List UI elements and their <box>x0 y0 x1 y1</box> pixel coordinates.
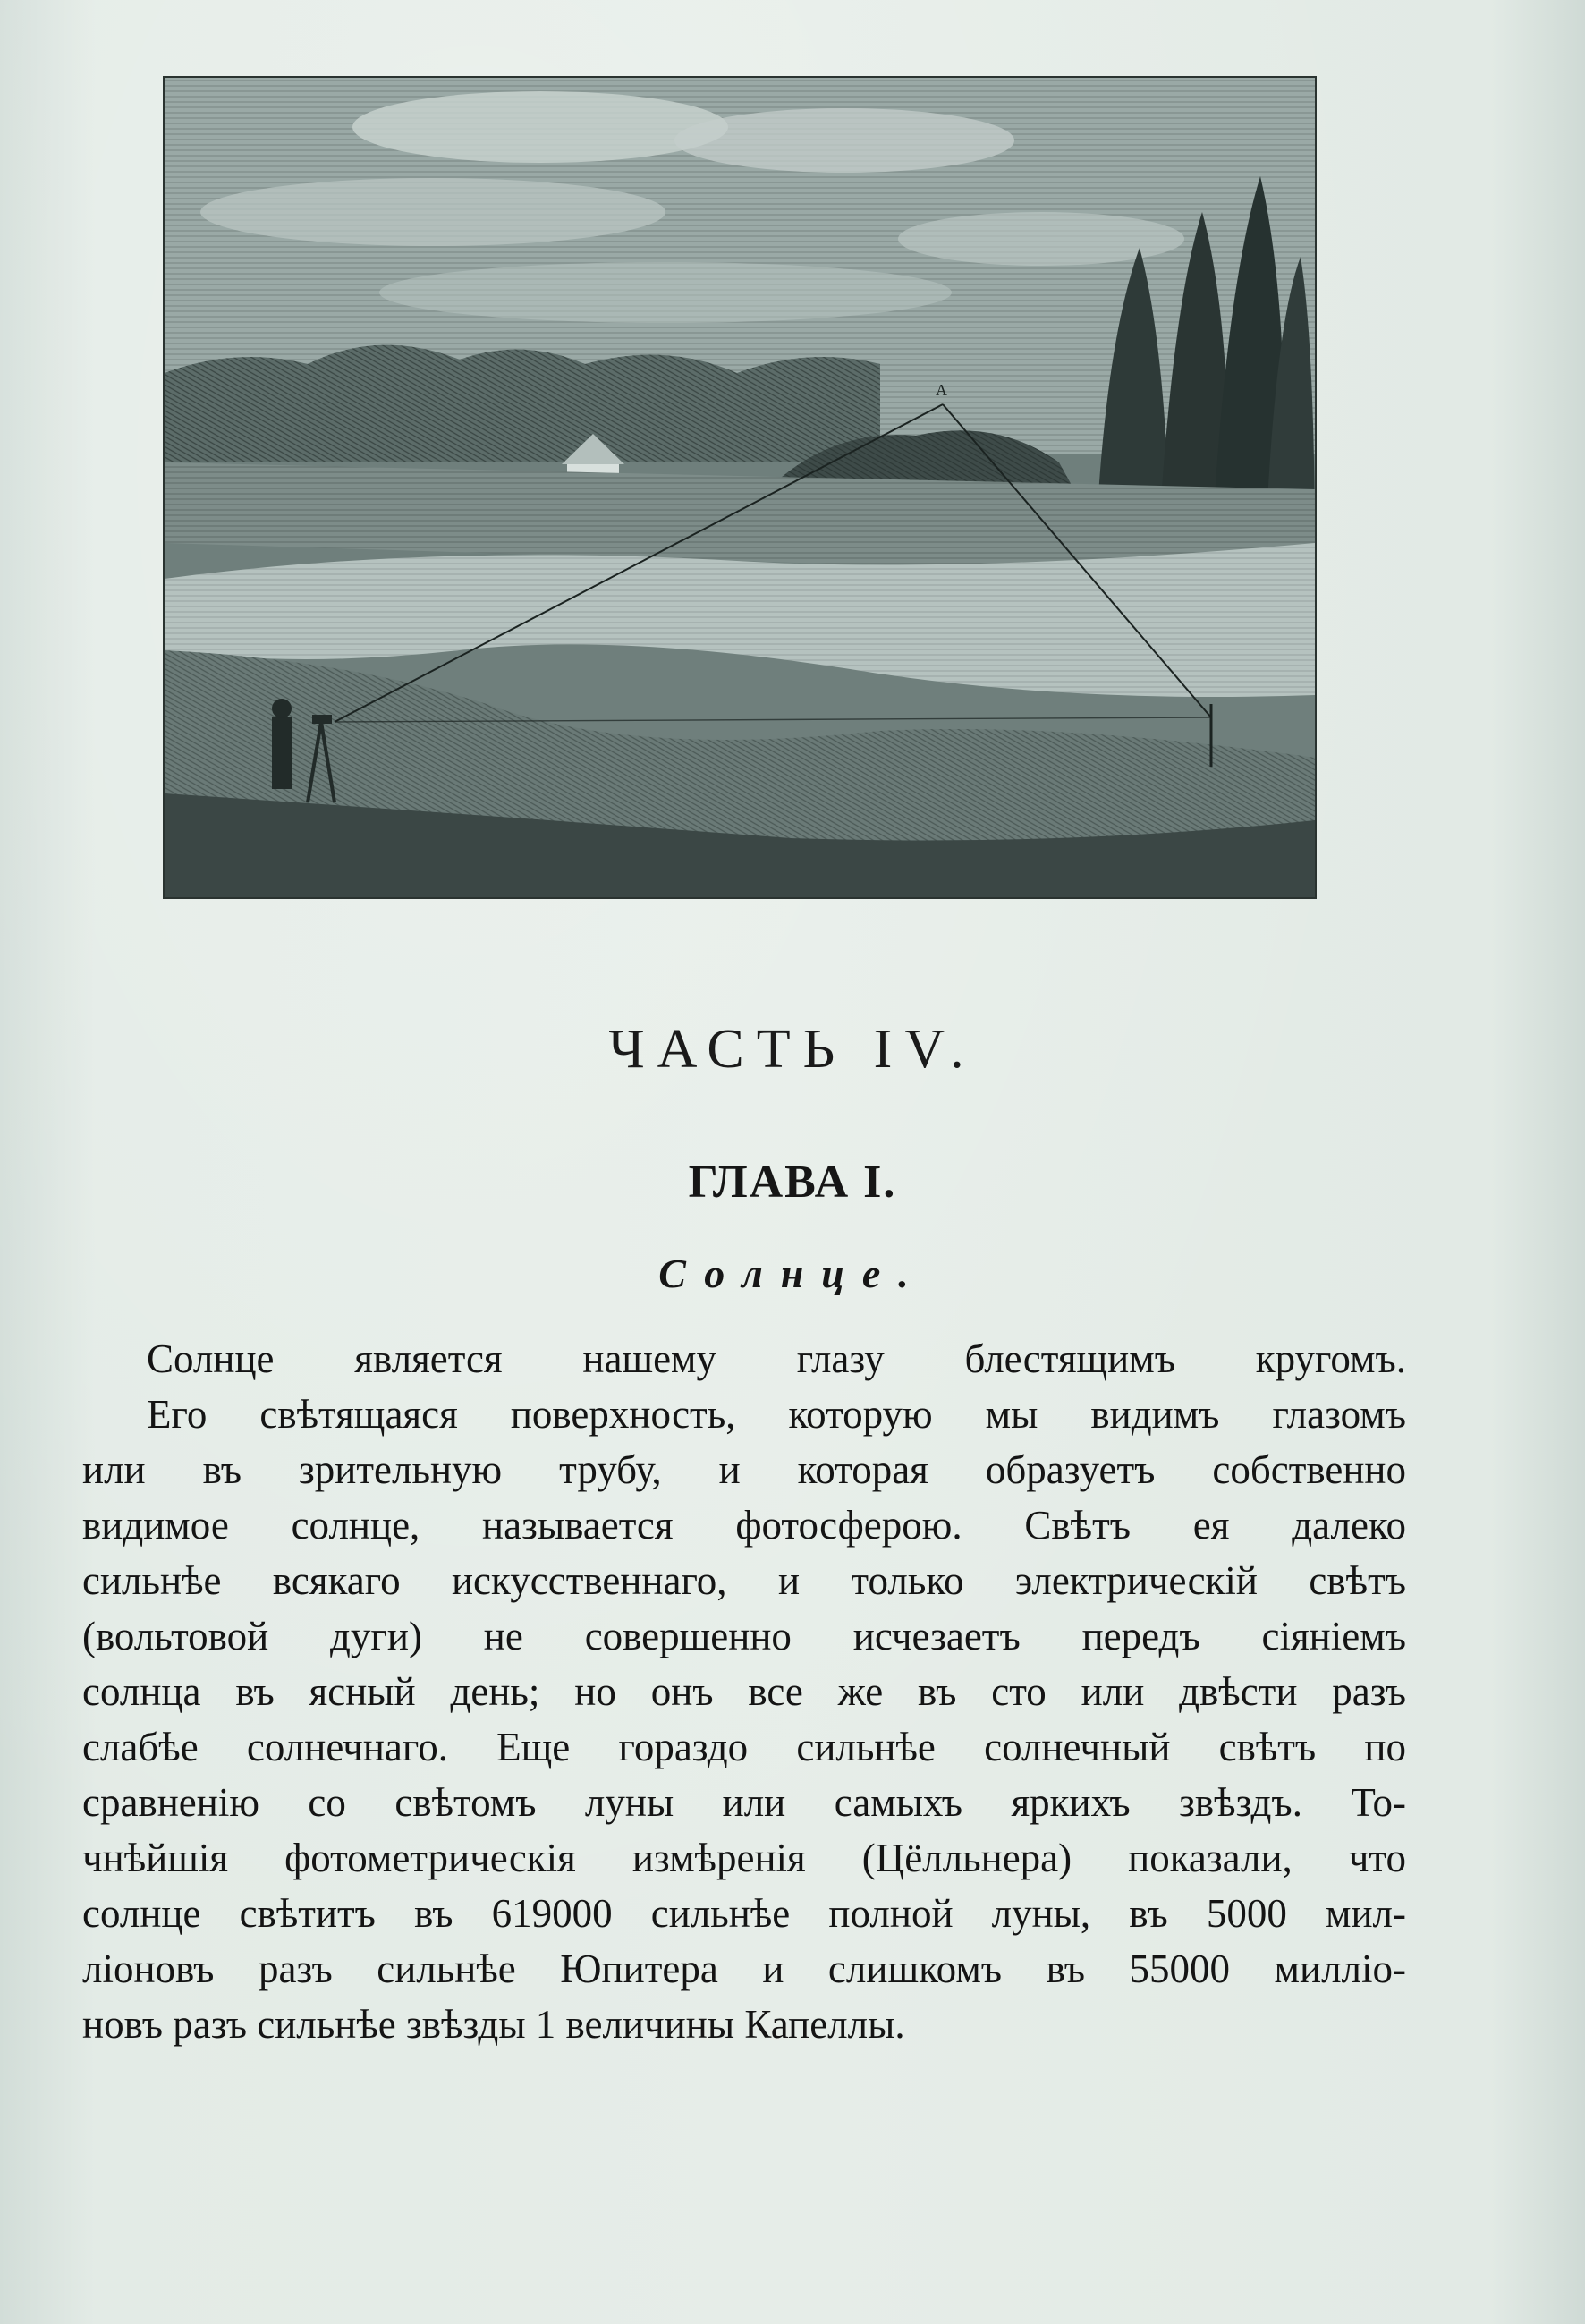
part-title: ЧАСТЬ IV. <box>608 1019 977 1080</box>
body-line: сильнѣе всякаго искусственнаго, и только электрическій свѣтъ <box>82 1558 1406 1603</box>
body-line: солнца въ ясный день; но онъ все же въ сто или двѣсти разъ <box>82 1669 1406 1714</box>
body-line: (вольтовой дуги) не совершенно исчезаетъ передъ сіяніемъ <box>82 1614 1406 1658</box>
body-line: Его свѣтящаяся поверхность, которую мы видимъ глазомъ <box>147 1392 1406 1437</box>
body-line: Солнце является нашему глазу блестящимъ кругомъ. <box>147 1336 1406 1381</box>
body-line: сравненію со свѣтомъ луны или самыхъ яркихъ звѣздъ. То- <box>82 1780 1406 1825</box>
body-paragraph <box>82 1331 1406 2052</box>
engraving-illustration <box>163 76 1317 899</box>
body-line: видимое солнце, называется фотосферою. Свѣтъ ея далеко <box>82 1503 1406 1548</box>
body-line: ліоновъ разъ сильнѣе Юпитера и слишкомъ въ 55000 милліо- <box>82 1947 1406 1991</box>
body-line: солнце свѣтитъ въ 619000 сильнѣе полной луны, въ 5000 мил- <box>82 1891 1406 1936</box>
body-line: чнѣйшія фотометрическія измѣренія (Цёлльнера) показали, что <box>82 1836 1406 1880</box>
body-line: новъ разъ сильнѣе звѣзды 1 величины Капеллы. <box>82 2002 905 2047</box>
landscape-engraving-image <box>165 78 1315 897</box>
section-title: Солнце. <box>658 1251 927 1296</box>
body-line: или въ зрительную трубу, и которая образуетъ собственно <box>82 1447 1406 1492</box>
marker-label-a: A <box>936 381 947 399</box>
chapter-title: ГЛАВА I. <box>688 1157 897 1208</box>
body-line: слабѣе солнечнаго. Еще гораздо сильнѣе солнечный свѣтъ по <box>82 1725 1406 1769</box>
